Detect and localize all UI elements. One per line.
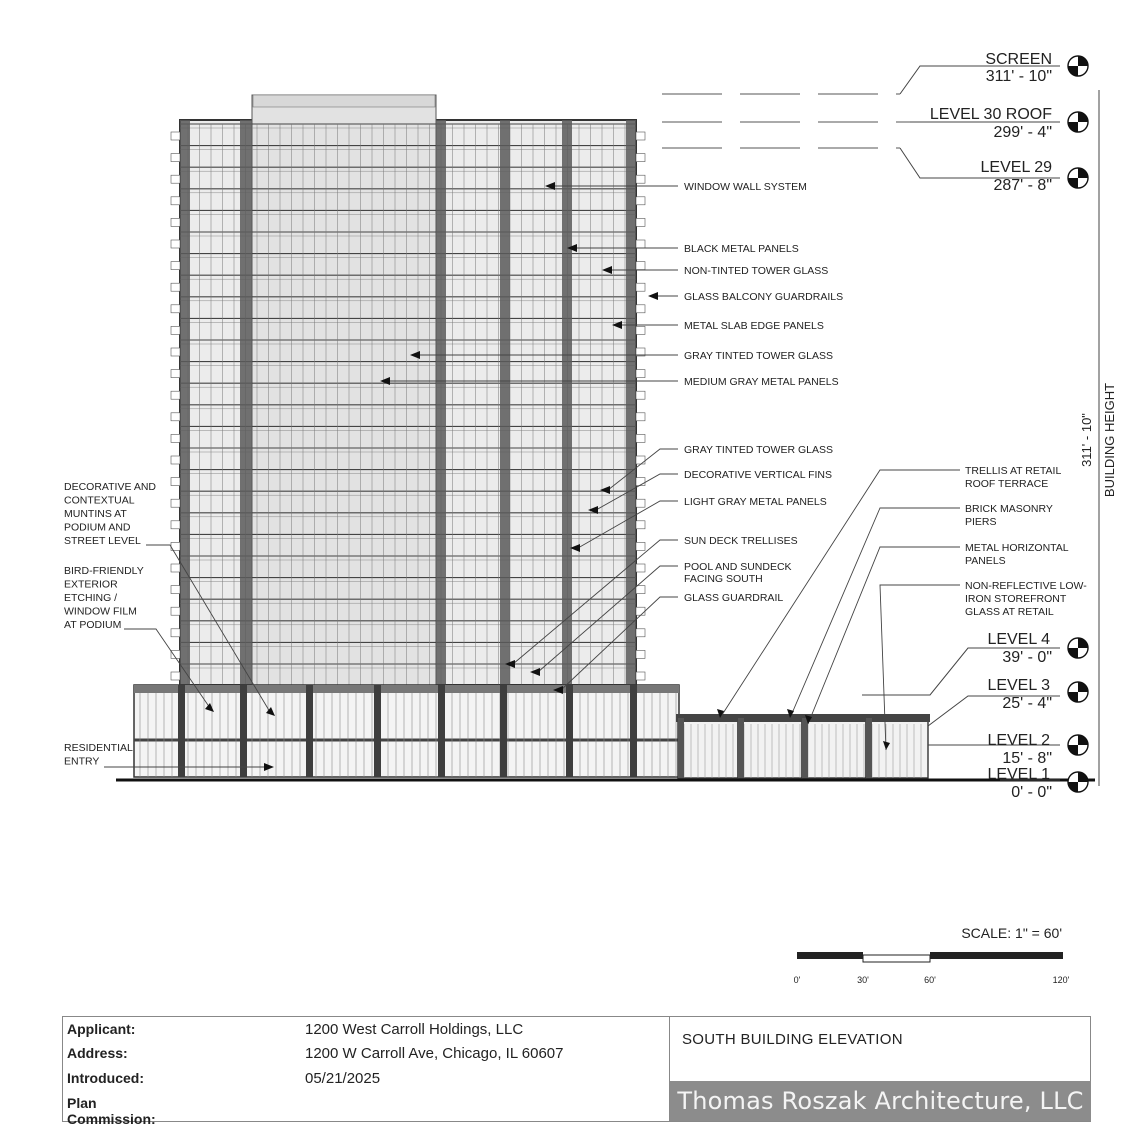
level-elevation: 287' - 8": [993, 177, 1052, 194]
podium-note-text: ETCHING /: [64, 592, 118, 604]
balcony-guardrail: [636, 154, 645, 162]
tower-note-text: BLACK METAL PANELS: [684, 243, 799, 255]
balcony-guardrail: [171, 607, 180, 615]
podium-note-text: DECORATIVE AND: [64, 481, 156, 493]
balcony-guardrail: [636, 478, 645, 486]
level-target-quadrant: [1068, 648, 1078, 658]
retail-bay: [866, 718, 928, 778]
black-metal-panel: [500, 120, 510, 685]
level-marker-level-29: [981, 159, 1053, 194]
balcony-guardrail: [636, 218, 645, 226]
black-metal-panel: [562, 120, 572, 685]
balcony-guardrail: [171, 521, 180, 529]
brick-masonry-pier: [866, 718, 872, 778]
balcony-guardrail: [171, 132, 180, 140]
level-target-quadrant: [1078, 112, 1088, 122]
level-target-quadrant: [1078, 56, 1088, 66]
tower-note-text: NON-TINTED TOWER GLASS: [684, 265, 829, 277]
retail-note-text: PANELS: [965, 555, 1006, 567]
retail-note-text: METAL HORIZONTAL: [965, 542, 1069, 554]
black-metal-panel: [626, 120, 636, 685]
retail-bay: [802, 718, 866, 778]
level-elevation: 25' - 4": [1002, 695, 1052, 712]
project-info: [63, 1017, 669, 1127]
brick-masonry-pier: [678, 718, 684, 778]
scale-tick-label: 120': [1052, 975, 1070, 985]
tower-note-text: DECORATIVE VERTICAL FINS: [684, 469, 832, 481]
balcony-guardrail: [171, 175, 180, 183]
balcony-guardrail: [636, 672, 645, 680]
level-target-quadrant: [1078, 735, 1088, 745]
balcony-guardrail: [636, 456, 645, 464]
balcony-guardrail: [636, 132, 645, 140]
balcony-guardrail: [636, 586, 645, 594]
retail-note-text: NON-REFLECTIVE LOW-: [965, 580, 1087, 592]
podium-note-text: STREET LEVEL: [64, 535, 141, 547]
podium-pier: [178, 685, 185, 777]
scale-tick-label: 60': [924, 975, 936, 985]
level-target-quadrant: [1068, 178, 1078, 188]
level-elevation: 299' - 4": [993, 124, 1052, 141]
tower-note-text: WINDOW WALL SYSTEM: [684, 181, 807, 193]
level-target-quadrant: [1068, 745, 1078, 755]
balcony-guardrail: [171, 218, 180, 226]
podium-pier: [500, 685, 507, 777]
address-value: 1200 W Carroll Ave, Chicago, IL 60607: [305, 1045, 564, 1062]
tower-note-text: FACING SOUTH: [684, 573, 763, 585]
level-target-quadrant: [1068, 66, 1078, 76]
balcony-guardrail: [636, 521, 645, 529]
tower-note-text: GLASS BALCONY GUARDRAILS: [684, 291, 844, 303]
scale-tick-label: 30': [857, 975, 869, 985]
brick-masonry-pier: [738, 718, 744, 778]
balcony-guardrail: [171, 586, 180, 594]
balcony-guardrail: [636, 240, 645, 248]
balcony-guardrail: [171, 413, 180, 421]
balcony-guardrail: [171, 283, 180, 291]
podium-pier: [630, 685, 637, 777]
tower-facade: [171, 95, 645, 690]
podium-note-text: RESIDENTIAL: [64, 742, 133, 754]
level-marker-level-30-roof: [930, 106, 1052, 141]
level-name: LEVEL 29: [980, 159, 1052, 176]
podium-outline: [134, 685, 679, 777]
tower-note-text: METAL SLAB EDGE PANELS: [684, 320, 824, 332]
scale-label: SCALE: 1" = 60': [961, 925, 1062, 941]
retail-roof-trellis: [864, 714, 930, 722]
tower-note-text: POOL AND SUNDECK: [684, 561, 792, 573]
level-name: LEVEL 4: [987, 631, 1050, 648]
level-target-quadrant: [1068, 122, 1078, 132]
address-label: Address:: [67, 1045, 128, 1061]
podium-note-text: BIRD-FRIENDLY: [64, 565, 144, 577]
retail-note-text: ROOF TERRACE: [965, 478, 1049, 490]
level-target-quadrant: [1078, 682, 1088, 692]
balcony-guardrail: [636, 542, 645, 550]
applicant-label: Applicant:: [67, 1021, 136, 1037]
balcony-guardrail: [171, 456, 180, 464]
firm-logo: Thomas Roszak Architecture, LLC: [670, 1081, 1091, 1121]
balcony-guardrail: [636, 650, 645, 658]
balcony-guardrail: [171, 326, 180, 334]
level-target-quadrant: [1078, 168, 1088, 178]
podium-pier: [374, 685, 381, 777]
balcony-guardrail: [636, 175, 645, 183]
title-block: [62, 1016, 1091, 1127]
balcony-guardrail: [636, 499, 645, 507]
podium-note-text: AT PODIUM: [64, 619, 122, 631]
level-name: LEVEL 30 ROOF: [929, 106, 1052, 123]
retail-note-text: PIERS: [965, 516, 997, 528]
note-arrowhead: [648, 292, 658, 300]
tower-note-text: SUN DECK TRELLISES: [684, 535, 798, 547]
level-marker-level-3: [987, 677, 1052, 712]
building-height-value: 311' - 10": [1079, 413, 1094, 467]
tower-note-text: GRAY TINTED TOWER GLASS: [684, 444, 833, 456]
balcony-guardrail: [636, 607, 645, 615]
retail-roof-trellis: [736, 714, 804, 722]
tower-note-text: MEDIUM GRAY METAL PANELS: [684, 376, 839, 388]
balcony-guardrail: [636, 283, 645, 291]
balcony-guardrail: [636, 370, 645, 378]
level-name: SCREEN: [985, 51, 1052, 68]
retail-pavilions: [676, 714, 930, 778]
black-metal-panel: [180, 120, 190, 685]
podium-pier: [566, 685, 573, 777]
black-metal-panel: [240, 120, 252, 685]
level-elevation: 39' - 0": [1002, 649, 1052, 666]
balcony-guardrail: [636, 326, 645, 334]
level-marker-level-1: [987, 766, 1052, 801]
balcony-guardrail: [171, 629, 180, 637]
podium-note-text: MUNTINS AT: [64, 508, 127, 520]
level-target-quadrant: [1078, 638, 1088, 648]
balcony-guardrail: [636, 305, 645, 313]
scale-bar: [794, 925, 1070, 985]
balcony-guardrail: [171, 499, 180, 507]
retail-bay: [738, 718, 802, 778]
podium-pier: [306, 685, 313, 777]
balcony-guardrail: [171, 348, 180, 356]
balcony-guardrail: [636, 434, 645, 442]
level-elevation: 0' - 0": [1011, 784, 1052, 801]
applicant-value: 1200 West Carroll Holdings, LLC: [305, 1021, 524, 1038]
balcony-guardrail: [171, 564, 180, 572]
balcony-guardrail: [171, 672, 180, 680]
level-elevation: 15' - 8": [1002, 750, 1052, 767]
balcony-guardrail: [636, 564, 645, 572]
retail-bay: [678, 718, 738, 778]
podium-parapet: [134, 685, 679, 693]
tower-note-text: LIGHT GRAY METAL PANELS: [684, 496, 827, 508]
balcony-guardrail: [171, 240, 180, 248]
level-name: LEVEL 2: [987, 732, 1050, 749]
podium-note-text: PODIUM AND: [64, 521, 131, 534]
balcony-guardrail: [636, 629, 645, 637]
retail-note-text: BRICK MASONRY: [965, 503, 1053, 515]
plan-commission-label: Plan Commission:: [67, 1095, 156, 1127]
introduced-label: Introduced:: [67, 1070, 144, 1086]
balcony-guardrail: [171, 197, 180, 205]
podium-pier: [438, 685, 445, 777]
balcony-guardrail: [636, 413, 645, 421]
sheet-info: [669, 1017, 1091, 1121]
scale-tick-label: 0': [793, 975, 801, 985]
podium-note-text: WINDOW FILM: [64, 605, 137, 618]
retail-note-text: IRON STOREFRONT: [965, 593, 1067, 605]
level-elevation: 311' - 10": [985, 68, 1052, 85]
podium-note-text: ENTRY: [64, 755, 100, 768]
level-target-quadrant: [1068, 692, 1078, 702]
tower-center-bay: [252, 95, 436, 685]
balcony-guardrail: [171, 434, 180, 442]
balcony-guardrail: [171, 154, 180, 162]
level-marker-screen: [985, 51, 1052, 85]
black-metal-panel: [436, 120, 446, 685]
level-target-quadrant: [1078, 772, 1088, 782]
level-name: LEVEL 1: [987, 766, 1050, 783]
podium-note-text: CONTEXTUAL: [64, 494, 135, 507]
balcony-guardrail: [636, 391, 645, 399]
building-height-label: BUILDING HEIGHT: [1102, 382, 1117, 498]
podium-note-text: EXTERIOR: [64, 578, 118, 591]
screen-parapet: [253, 95, 435, 107]
retail-note-text: TRELLIS AT RETAIL: [965, 465, 1062, 477]
balcony-guardrail: [636, 262, 645, 270]
balcony-guardrail: [636, 197, 645, 205]
balcony-guardrail: [171, 478, 180, 486]
level-name: LEVEL 3: [987, 677, 1050, 694]
retail-note-text: GLASS AT RETAIL: [965, 606, 1054, 618]
podium-pier: [240, 685, 247, 777]
note-leader: [790, 508, 960, 718]
level-target-quadrant: [1068, 782, 1078, 792]
balcony-guardrail: [171, 370, 180, 378]
level-marker-level-2: [987, 732, 1052, 767]
brick-masonry-pier: [802, 718, 808, 778]
tower-note-text: GRAY TINTED TOWER GLASS: [684, 350, 833, 362]
tower-note-text: GLASS GUARDRAIL: [684, 592, 784, 604]
balcony-guardrail: [171, 391, 180, 399]
introduced-value: 05/21/2025: [305, 1070, 381, 1087]
sheet-title: SOUTH BUILDING ELEVATION: [682, 1031, 903, 1048]
balcony-guardrail: [171, 305, 180, 313]
balcony-guardrail: [171, 262, 180, 270]
retail-roof-trellis: [676, 714, 740, 722]
